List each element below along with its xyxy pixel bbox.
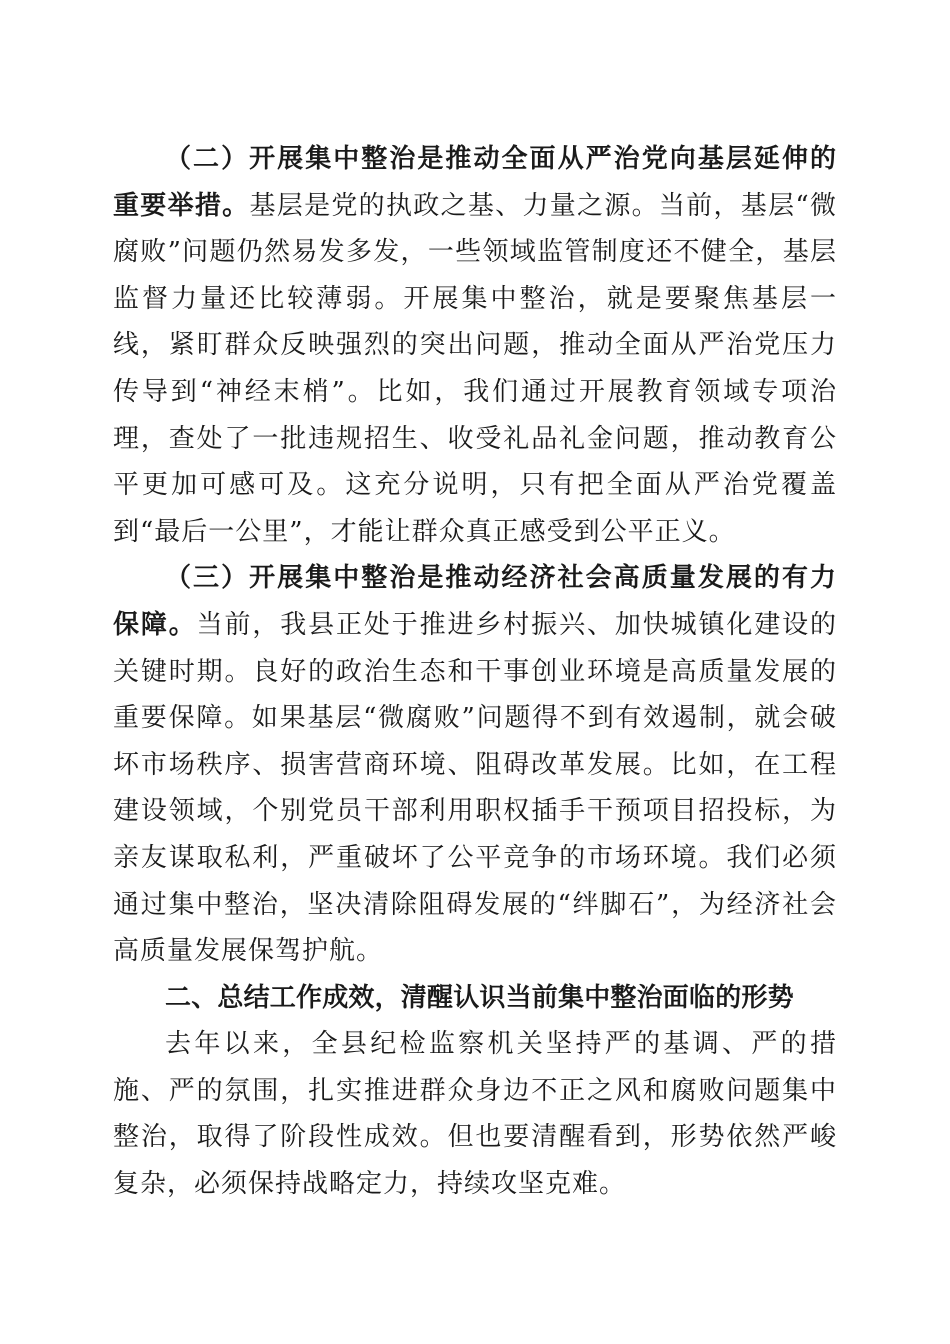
- section-lead-3: （三）开展集中整治是推动经济社会高质量发展的有力保障。: [113, 563, 837, 640]
- section-body-2: 基层是党的执政之基、力量之源。当前，基层“微腐败”问题仍然易发多发，一些领域监管制度还不健全，基层监督力量还比较薄弱。开展集中整治，就是要聚焦基层一线，紧盯群众反映强烈的突出问题，推动全面从严治党压力传导到“神经末梢”。比如，我们通过开展教育领域专项治理，查处了一批违规招生、收受礼品礼金问题，推动教育公平更加可感可及。这充分说明，只有把全面从严治党覆盖到“最后一公里”，才能让群众真正感受到公平正义。: [113, 190, 837, 547]
- section-paragraph-3: [113, 555, 837, 974]
- section-lead-2: （二）开展集中整治是推动全面从严治党向基层延伸的重要举措。: [113, 144, 837, 221]
- document-body: [113, 136, 837, 1208]
- closing-paragraph: 去年以来，全县纪检监察机关坚持严的基调、严的措施、严的氛围，扎实推进群众身边不正之风和腐败问题集中整治，取得了阶段性成效。但也要清醒看到，形势依然严峻复杂，必须保持战略定力，持续攻坚克难。: [113, 1029, 837, 1200]
- section-heading-2: 二、总结工作成效，清醒认识当前集中整治面临的形势: [165, 982, 794, 1013]
- section-paragraph-2: [113, 136, 837, 555]
- section-body-3: 当前，我县正处于推进乡村振兴、加快城镇化建设的关键时期。良好的政治生态和干事创业环境是高质量发展的重要保障。如果基层“微腐败”问题得不到有效遏制，就会破坏市场秩序、损害营商环境、阻碍改革发展。比如，在工程建设领域，个别党员干部利用职权插手干预项目招投标，为亲友谋取私利，严重破坏了公平竞争的市场环境。我们必须通过集中整治，坚决清除阻碍发展的“绊脚石”，为经济社会高质量发展保驾护航。: [113, 609, 837, 967]
